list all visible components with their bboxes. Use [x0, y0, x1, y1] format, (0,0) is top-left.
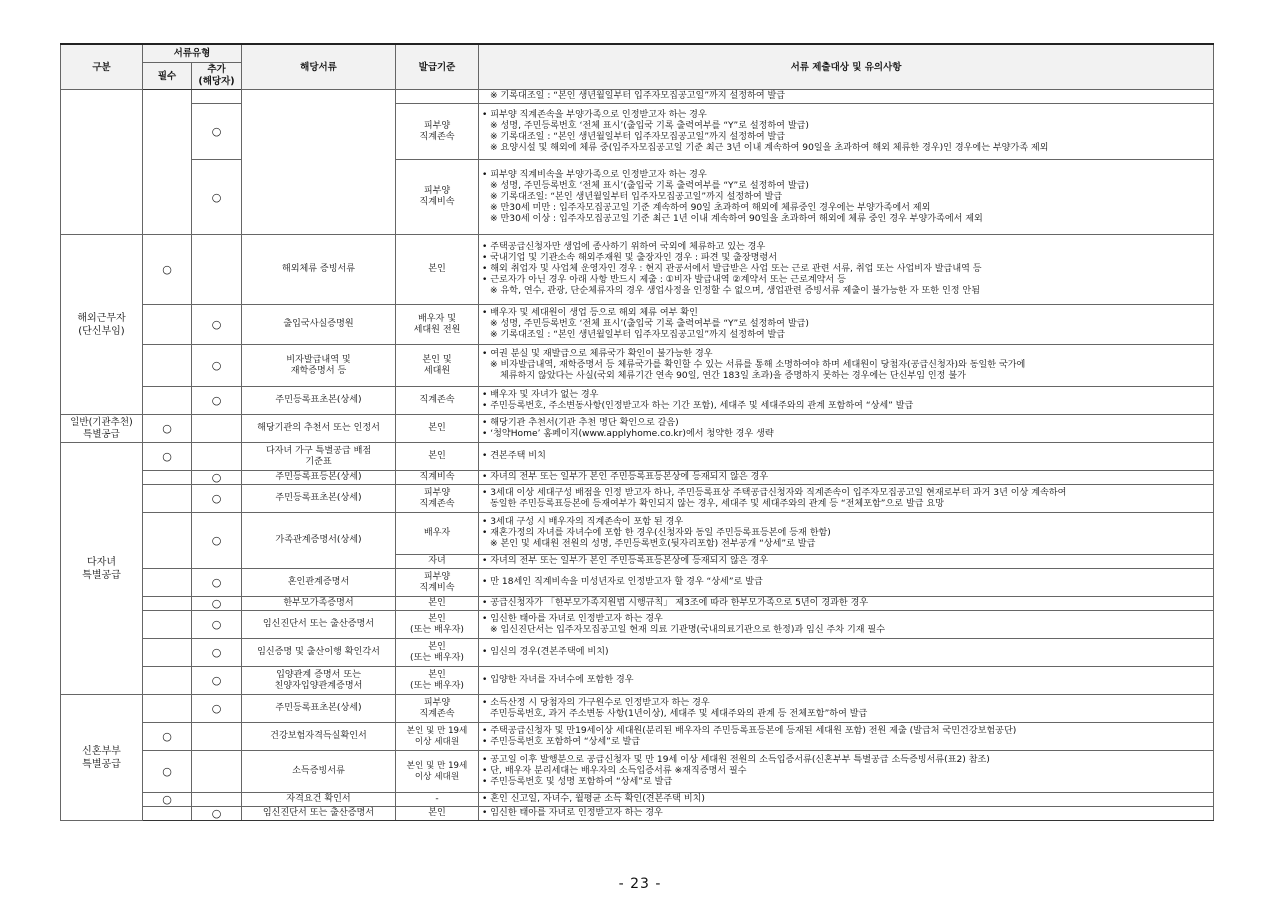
table-row — [61, 793, 1214, 807]
header-required: 필수 — [143, 63, 192, 90]
note-line: • 여권 분실 및 재발급으로 체류국가 확인이 불가능한 경우 — [482, 349, 713, 359]
additional-mark: ○ — [192, 471, 242, 485]
additional-mark: ○ — [192, 485, 242, 513]
additional-mark: ○ — [192, 611, 242, 639]
category-newlywed: 신혼부부 특별공급 — [61, 695, 143, 821]
notes-cell — [479, 345, 1214, 387]
criteria-cell: 자녀 — [396, 555, 479, 569]
table-header-row — [61, 44, 1214, 63]
criteria-cell: 본인 및 만 19세 이상 세대원 — [396, 751, 479, 793]
notes-cell — [479, 667, 1214, 695]
additional-cell — [192, 751, 242, 793]
category-general-agency: 일반(기관추천) 특별공급 — [61, 415, 143, 443]
note-line: ※ 기록대조일 : “본인 생년월일부터 입주자모집공고일”까지 설정하여 발급 — [490, 91, 786, 101]
notes-cell — [479, 569, 1214, 597]
note-line: • 임신의 경우(견본주택에 비치) — [482, 647, 609, 657]
notes-cell — [479, 597, 1214, 611]
note-line: 주민등록번호, 과거 주소변동 사항(1년이상), 세대주 및 세대주와의 관계 등 전체포함”하여 발급 — [490, 708, 868, 719]
criteria-cell: 배우자 — [396, 513, 479, 555]
additional-mark: ○ — [192, 639, 242, 667]
required-mark: ○ — [143, 443, 192, 471]
required-cell — [143, 485, 192, 513]
table-row — [61, 611, 1214, 639]
table-row — [61, 569, 1214, 597]
criteria-cell: 본인 (또는 배우자) — [396, 639, 479, 667]
notes-cell — [479, 387, 1214, 415]
notes-cell — [479, 443, 1214, 471]
note-line: ※ 만30세 이상 : 입주자모집공고일 기준 최근 1년 이내 계속하여 90일을 초과하여 해외에 체류 중인 경우 부양가족에서 제외 — [490, 213, 983, 224]
note-line: • 만 18세인 직계비속을 미성년자로 인정받고자 할 경우 “상세”로 발급 — [482, 577, 763, 587]
table-row — [61, 807, 1214, 821]
required-cell — [143, 611, 192, 639]
criteria-cell: 본인 — [396, 807, 479, 821]
required-cell — [143, 471, 192, 485]
table-row — [61, 160, 1214, 235]
table-row — [61, 639, 1214, 667]
note-line: • 공고일 이후 발행분으로 공급신청자 및 만 19세 이상 세대원 전원의 소득입증서류(신혼부부 특별공급 소득증빙서류(표2) 참조) — [482, 755, 990, 765]
required-cell — [143, 345, 192, 387]
note-line: • 혼인 신고일, 자녀수, 월평균 소득 확인(견본주택 비치) — [482, 794, 705, 804]
note-line: • 3세대 이상 세대구성 배점을 인정 받고자 하나, 주민등록표상 주택공급신청자와 직계존속이 입주자모집공고일 현재로부터 과거 3년 이상 계속하여 — [482, 487, 1067, 498]
required-cell — [143, 597, 192, 611]
note-line: • 재혼가정의 자녀를 자녀수에 포함 한 경우(신청자와 동일 주민등록표등본에 등재 한함) — [482, 528, 831, 538]
notes-cell — [479, 723, 1214, 751]
note-line: • 3세대 구성 시 배우자의 직계존속이 포함 된 경우 — [482, 517, 684, 527]
table-row — [61, 387, 1214, 415]
note-line: • 견본주택 비치 — [482, 451, 546, 461]
criteria-cell: 본인 — [396, 443, 479, 471]
required-mark: ○ — [143, 235, 192, 305]
document-cell: 다자녀 가구 특별공급 배점 기준표 — [242, 443, 396, 471]
note-line: ※ 비자발급내역, 재학증명서 등 체류국가를 확인할 수 있는 서류를 통해 소명하여야 하며 세대원이 당첨자(공급신청자)와 동일한 국가에 — [490, 360, 1026, 370]
additional-mark: ○ — [192, 387, 242, 415]
table-row — [61, 90, 1214, 104]
required-mark: ○ — [143, 415, 192, 443]
notes-cell — [479, 471, 1214, 485]
document-cell: 출입국사실증명원 — [242, 305, 396, 345]
header-document: 해당서류 — [242, 44, 396, 90]
document-cell: 주민등록표초본(상세) — [242, 485, 396, 513]
required-mark: ○ — [143, 723, 192, 751]
criteria-cell: 피부양 직계존속 — [396, 104, 479, 160]
required-cell — [143, 513, 192, 569]
table-row — [61, 415, 1214, 443]
additional-mark: ○ — [192, 345, 242, 387]
table-row — [61, 513, 1214, 555]
criteria-cell — [396, 90, 479, 104]
note-line: • 소득산정 시 당첨자의 가구원수로 인정받고자 하는 경우 — [482, 697, 710, 708]
criteria-cell: 본인 — [396, 415, 479, 443]
note-line: ※ 기록대조일 : “본인 생년월일부터 입주자모집공고일”까지 설정하여 발급 — [490, 131, 786, 142]
criteria-cell: 본인 — [396, 235, 479, 305]
additional-cell — [192, 443, 242, 471]
notes-cell — [479, 639, 1214, 667]
document-cell: 건강보험자격득실확인서 — [242, 723, 396, 751]
notes-cell — [479, 611, 1214, 639]
document-cell: 혼인관계증명서 — [242, 569, 396, 597]
header-notes: 서류 제출대상 및 유의사항 — [479, 44, 1214, 90]
additional-mark: ○ — [192, 513, 242, 569]
criteria-cell: 피부양 직계존속 — [396, 485, 479, 513]
additional-mark: ○ — [192, 104, 242, 160]
table-row — [61, 471, 1214, 485]
required-cell — [143, 569, 192, 597]
document-cell: 한부모가족증명서 — [242, 597, 396, 611]
notes-cell — [479, 751, 1214, 793]
note-line: • 주택공급신청자 및 만19세이상 세대원(분리된 배우자의 주민등록표등본에 등재된 세대원 포함) 전원 제출 (발급처 국민건강보험공단) — [482, 725, 1017, 736]
additional-cell — [192, 793, 242, 807]
document-requirements-table — [60, 43, 1214, 821]
page-number: - 23 - — [618, 876, 662, 892]
criteria-cell: 피부양 직계비속 — [396, 569, 479, 597]
required-cell — [143, 807, 192, 821]
note-line: • 단, 배우자 분리세대는 배우자의 소득입증서류 ※재직증명서 필수 — [482, 766, 747, 776]
note-line: ※ 성명, 주민등록번호 ‘전체 표시’(출입국 기록 출력여부를 “Y”로 설정하여 발급) — [490, 180, 809, 191]
note-line: ※ 만30세 미만 : 입주자모집공고일 기준 계속하여 90일 초과하여 해외에 체류중인 경우에는 부양가족에서 제외 — [490, 202, 931, 213]
note-line: • 공급신청자가 「한부모가족지원법 시행규칙」 제3조에 따라 한부모가족으로 5년이 경과한 경우 — [482, 598, 869, 608]
note-line: • 배우자 및 세대원이 생업 등으로 해외 체류 여부 확인 — [482, 308, 698, 318]
document-cell: 임신증명 및 출산이행 확인각서 — [242, 639, 396, 667]
header-additional: 추가 (해당자) — [192, 63, 242, 90]
document-cell: 주민등록표초본(상세) — [242, 695, 396, 723]
document-cell: 주민등록표초본(상세) — [242, 387, 396, 415]
document-cell — [242, 90, 396, 235]
note-line: ※ 기록대조일 : “본인 생년월일부터 입주자모집공고일”까지 설정하여 발급 — [490, 330, 786, 340]
additional-mark: ○ — [192, 160, 242, 235]
table-row — [61, 305, 1214, 345]
table-row — [61, 485, 1214, 513]
document-cell: 해외체류 증빙서류 — [242, 235, 396, 305]
required-cell — [143, 305, 192, 345]
criteria-cell: 본인 및 세대원 — [396, 345, 479, 387]
note-line: • 주택공급신청자만 생업에 종사하기 위하여 국외에 체류하고 있는 경우 — [482, 242, 766, 252]
additional-mark: ○ — [192, 807, 242, 821]
note-line: 동일한 주민등록표등본에 등재여부가 확인되지 않는 경우, 세대주 및 세대주와의 관계 등 “전체포함”으로 발급 요망 — [490, 498, 944, 509]
criteria-cell: 직계존속 — [396, 387, 479, 415]
table-row — [61, 597, 1214, 611]
required-mark: ○ — [143, 751, 192, 793]
note-line: • 자녀의 전부 또는 일부가 본인 주민등록표등본상에 등재되지 않은 경우 — [482, 556, 769, 566]
required-cell — [143, 639, 192, 667]
category-overseas-worker: 해외근무자 (단신부임) — [61, 235, 143, 415]
note-line: • 주민등록번호, 주소변동사항(인정받고자 하는 기간 포함), 세대주 및 세대주와의 관계 포함하여 “상세” 발급 — [482, 400, 914, 411]
criteria-cell: 피부양 직계존속 — [396, 695, 479, 723]
notes-cell — [479, 104, 1214, 160]
note-line: • 주민등록번호 포함하여 “상세”로 발급 — [482, 736, 641, 747]
notes-cell — [479, 160, 1214, 235]
notes-cell — [479, 305, 1214, 345]
required-cell — [143, 90, 192, 235]
notes-cell — [479, 695, 1214, 723]
criteria-cell: 본인 및 만 19세 이상 세대원 — [396, 723, 479, 751]
criteria-cell: 피부양 직계비속 — [396, 160, 479, 235]
notes-cell — [479, 235, 1214, 305]
document-cell: 입양관계 증명서 또는 친양자입양관계증명서 — [242, 667, 396, 695]
additional-mark: ○ — [192, 569, 242, 597]
note-line: • 자녀의 전부 또는 일부가 본인 주민등록표등본상에 등재되지 않은 경우 — [482, 472, 769, 482]
category-cell — [61, 90, 143, 235]
notes-cell — [479, 513, 1214, 555]
note-line: ※ 유학, 연수, 관광, 단순체류자의 경우 생업사정을 인정할 수 없으며, 생업관련 증빙서류 제출이 불가능한 자 또한 인정 안됨 — [490, 286, 980, 296]
note-line: • 국내기업 및 기관소속 해외주재원 및 출장자인 경우 : 파견 및 출장명령서 — [482, 253, 777, 263]
notes-cell — [479, 555, 1214, 569]
document-cell: 가족관계증명서(상세) — [242, 513, 396, 569]
note-line: ※ 성명, 주민등록번호 ‘전체 표시’(출입국 기록 출력여부를 “Y”로 설정하여 발급) — [490, 120, 809, 131]
notes-cell — [479, 90, 1214, 104]
criteria-cell: 배우자 및 세대원 전원 — [396, 305, 479, 345]
criteria-cell: 본인 (또는 배우자) — [396, 611, 479, 639]
document-cell: 해당기관의 추천서 또는 인정서 — [242, 415, 396, 443]
note-line: ※ 본인 및 세대원 전원의 성명, 주민등록번호(뒷자리포함) 전부공개 “상세”로 발급 — [490, 539, 816, 549]
table-row — [61, 751, 1214, 793]
document-cell: 자격요건 확인서 — [242, 793, 396, 807]
table-row — [61, 235, 1214, 305]
note-line: • 해외 취업자 및 사업체 운영자인 경우 : 현지 관공서에서 발급받은 사업 또는 근로 관련 서류, 취업 또는 사업비자 발급내역 등 — [482, 264, 982, 274]
header-doctype: 서류유형 — [143, 44, 242, 63]
document-cell: 임신진단서 또는 출산증명서 — [242, 611, 396, 639]
document-cell: 비자발급내역 및 재학증명서 등 — [242, 345, 396, 387]
notes-cell — [479, 415, 1214, 443]
document-cell: 임신진단서 또는 출산증명서 — [242, 807, 396, 821]
notes-cell — [479, 485, 1214, 513]
additional-mark: ○ — [192, 597, 242, 611]
additional-cell — [192, 235, 242, 305]
criteria-cell: 본인 (또는 배우자) — [396, 667, 479, 695]
required-cell — [143, 667, 192, 695]
criteria-cell: - — [396, 793, 479, 807]
table-row — [61, 695, 1214, 723]
note-line: • 피부양 직계존속을 부양가족으로 인정받고자 하는 경우 — [482, 109, 707, 120]
additional-cell — [192, 415, 242, 443]
additional-cell — [192, 723, 242, 751]
additional-mark: ○ — [192, 305, 242, 345]
document-cell: 소득증빙서류 — [242, 751, 396, 793]
note-line: • ‘청약Home’ 홈페이지(www.applyhome.co.kr)에서 청약한 경우 생략 — [482, 428, 774, 439]
note-line: 체류하지 않았다는 사실(국외 체류기간 연속 90일, 연간 183일 초과)을 증명하지 못하는 경우에는 단신부임 인정 불가 — [500, 371, 966, 381]
table-row — [61, 345, 1214, 387]
category-multi-child: 다자녀 특별공급 — [61, 443, 143, 695]
additional-cell — [192, 90, 242, 104]
additional-mark: ○ — [192, 695, 242, 723]
note-line: • 근로자가 아닌 경우 아래 사항 반드시 제출 : ①비자 발급내역 ②계약서 또는 근로계약서 등 — [482, 275, 846, 285]
note-line: • 배우자 및 자녀가 없는 경우 — [482, 389, 599, 400]
required-cell — [143, 695, 192, 723]
header-category: 구분 — [61, 44, 143, 90]
additional-mark: ○ — [192, 667, 242, 695]
note-line: • 주민등록번호 및 성명 포함하여 “상세”로 발급 — [482, 777, 673, 787]
note-line: • 해당기관 추천서(기관 추천 명단 확인으로 갈음) — [482, 417, 679, 428]
notes-cell — [479, 793, 1214, 807]
note-line: ※ 성명, 주민등록번호 ‘전체 표시’(출입국 기록 출력여부를 “Y”로 설정하여 발급) — [490, 319, 809, 329]
criteria-cell: 직계비속 — [396, 471, 479, 485]
note-line: • 임신한 태아를 자녀로 인정받고자 하는 경우 — [482, 808, 663, 818]
notes-cell — [479, 807, 1214, 821]
table-row — [61, 667, 1214, 695]
note-line: ※ 기록대조일: “본인 생년월일부터 입주자모집공고일”까지 설정하여 발급 — [490, 191, 783, 202]
required-cell — [143, 387, 192, 415]
note-line: ※ 임신진단서는 입주자모집공고일 현재 의료 기관명(국내의료기관으로 한정)과 임신 주차 기재 필수 — [490, 624, 886, 635]
note-line: • 피부양 직계비속을 부양가족으로 인정받고자 하는 경우 — [482, 169, 707, 180]
note-line: • 입양한 자녀를 자녀수에 포함한 경우 — [482, 675, 634, 685]
table-row — [61, 443, 1214, 471]
table-row — [61, 723, 1214, 751]
table-row — [61, 104, 1214, 160]
note-line: ※ 요양시설 및 해외에 체류 중(입주자모집공고일 기준 최근 3년 이내 계속하여 90일을 초과하여 해외 체류한 경우)인 경우에는 부양가족 제외 — [490, 142, 1049, 153]
note-line: • 임신한 태아를 자녀로 인정받고자 하는 경우 — [482, 613, 663, 624]
header-criteria: 발급기준 — [396, 44, 479, 90]
document-cell: 주민등록표등본(상세) — [242, 471, 396, 485]
criteria-cell: 본인 — [396, 597, 479, 611]
required-mark: ○ — [143, 793, 192, 807]
